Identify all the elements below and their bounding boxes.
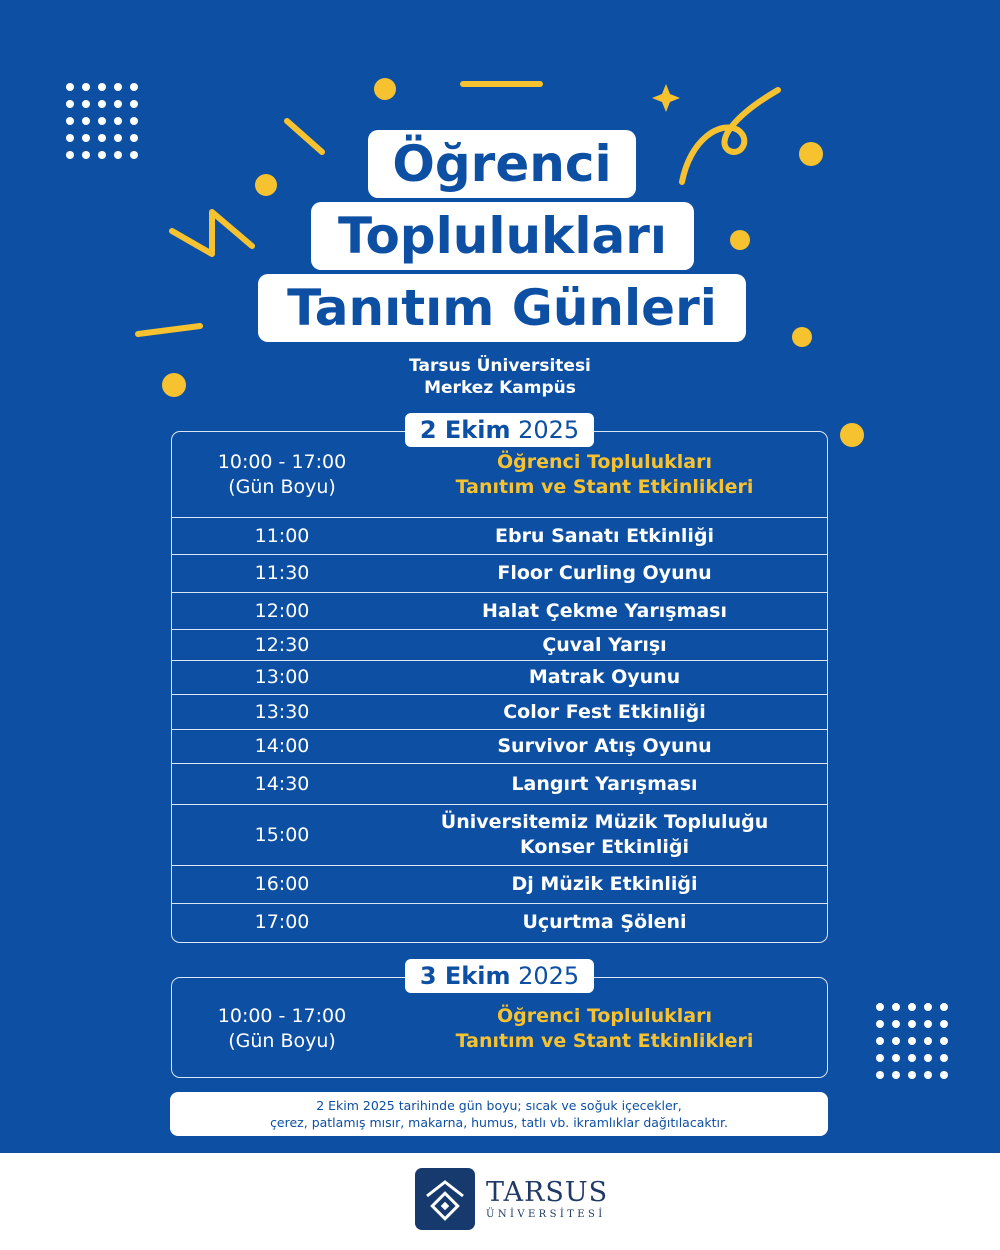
event-title-line-2: Konser Etkinliği <box>519 836 690 858</box>
event-cell: Floor Curling Oyunu <box>497 561 712 584</box>
university-logo-icon <box>415 1168 475 1230</box>
dot-grid-bottom-right <box>876 1003 948 1079</box>
logo-name: TARSUS <box>486 1177 609 1208</box>
schedule-row <box>172 592 827 629</box>
event-cell <box>392 1004 827 1054</box>
event-title-line-1: Öğrenci Toplulukları <box>497 450 712 473</box>
schedule-row <box>172 629 827 660</box>
event-cell: Matrak Oyunu <box>528 666 681 688</box>
time-cell: 12:30 <box>254 633 310 656</box>
date-tag-day-2 <box>405 959 594 993</box>
event-title-line-2: Tanıtım ve Stant Etkinlikleri <box>455 1029 754 1052</box>
time-cell: 12:00 <box>254 599 310 622</box>
schedule-row <box>172 986 827 1071</box>
schedule-row <box>172 865 827 903</box>
logo-subtitle: ÜNİVERSİTESİ <box>486 1209 606 1220</box>
title-line-2: Toplulukları <box>311 202 694 270</box>
schedule-row <box>172 554 827 591</box>
event-cell <box>392 450 827 500</box>
time-range: 10:00 - 17:00 <box>217 1004 347 1027</box>
schedule-row <box>172 517 827 554</box>
time-note: (Gün Boyu) <box>228 1029 336 1052</box>
subtitle-university: Tarsus Üniversitesi <box>409 356 591 376</box>
time-cell: 11:00 <box>254 524 310 547</box>
time-cell: 14:00 <box>254 735 310 757</box>
dot-grid-top-left <box>66 83 138 159</box>
event-cell: Ebru Sanatı Etkinliği <box>494 524 715 547</box>
title-line-3: Tanıtım Günleri <box>258 274 746 342</box>
time-cell: 17:00 <box>254 911 310 933</box>
schedule-day-1 <box>171 431 828 943</box>
time-cell: 13:00 <box>254 666 310 688</box>
time-cell: 11:30 <box>254 561 310 584</box>
event-cell: Survivor Atış Oyunu <box>497 735 712 757</box>
schedule-row <box>172 763 827 804</box>
schedule-row <box>172 804 827 865</box>
time-cell <box>172 1004 392 1054</box>
event-cell: Dj Müzik Etkinliği <box>511 873 698 895</box>
event-title-line-2: Tanıtım ve Stant Etkinlikleri <box>455 475 754 498</box>
event-cell: Uçurtma Şöleni <box>522 911 687 933</box>
time-range: 10:00 - 17:00 <box>217 450 347 473</box>
time-note: (Gün Boyu) <box>228 475 336 498</box>
date-year: 2025 <box>518 962 580 990</box>
schedule-row <box>172 729 827 763</box>
event-cell: Langırt Yarışması <box>511 772 698 795</box>
event-cell: Çuval Yarışı <box>542 633 667 656</box>
note-line-1: 2 Ekim 2025 tarihinde gün boyu; sıcak ve soğuk içecekler, <box>316 1098 682 1113</box>
date-day-month: 3 Ekim <box>419 962 511 990</box>
time-cell: 13:30 <box>254 700 310 723</box>
refreshments-note <box>170 1092 828 1136</box>
schedule-row <box>172 660 827 694</box>
sparkle-icon <box>652 84 680 112</box>
date-day-month: 2 Ekim <box>419 416 511 444</box>
time-cell <box>172 450 392 500</box>
subtitle-campus: Merkez Kampüs <box>424 378 576 398</box>
event-cell <box>392 810 827 860</box>
title-line-1: Öğrenci <box>368 130 636 198</box>
event-cell: Color Fest Etkinliği <box>503 700 706 723</box>
time-cell: 14:30 <box>254 772 310 795</box>
event-title-line-1: Üniversitemiz Müzik Topluluğu <box>440 811 769 833</box>
event-title-line-1: Öğrenci Toplulukları <box>497 1004 712 1027</box>
time-cell: 16:00 <box>254 873 310 895</box>
schedule-row <box>172 694 827 729</box>
note-line-2: çerez, patlamış mısır, makarna, humus, tatlı vb. ikramlıklar dağıtılacaktır. <box>270 1115 728 1130</box>
date-tag-day-1 <box>405 413 594 447</box>
event-cell: Halat Çekme Yarışması <box>482 599 727 622</box>
date-year: 2025 <box>518 416 580 444</box>
schedule-row <box>172 903 827 941</box>
time-cell: 15:00 <box>254 823 310 846</box>
